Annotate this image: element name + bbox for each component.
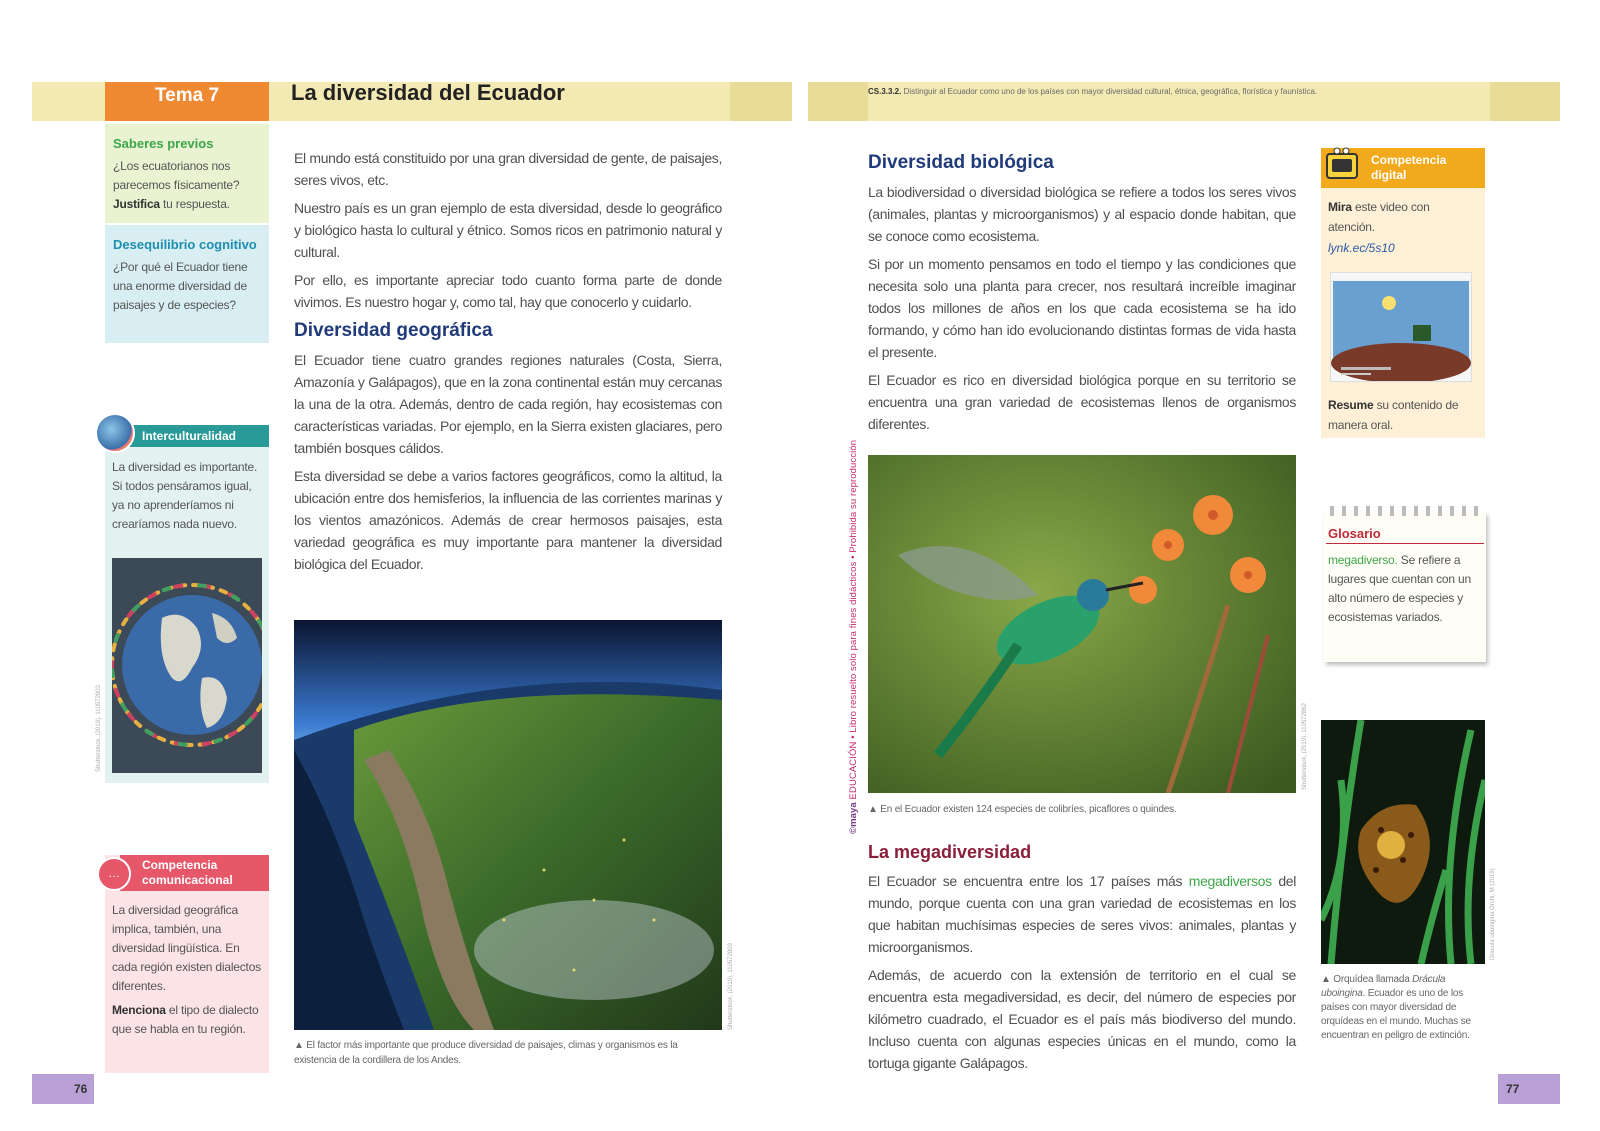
bird-credit: Shutterstock, (2019). 110572862 <box>1302 703 1308 790</box>
saberes-previos-heading: Saberes previos <box>113 136 214 151</box>
globe-illustration <box>112 558 262 773</box>
glosario-term: megadiverso. <box>1328 553 1398 567</box>
header-band-accent-left <box>730 82 792 121</box>
comm-bold: Menciona <box>112 1003 166 1017</box>
video-link[interactable]: lynk.ec/5s10 <box>1328 241 1395 255</box>
page-title: La diversidad del Ecuador <box>291 80 565 105</box>
globe-children-image <box>112 558 262 773</box>
intro-paragraph-2: Nuestro país es un gran ejemplo de esta diversidad, desde lo geográfico y biológico hasta lo cultural y étnico. Somos ricos en patrimonio natural y cultural. <box>294 200 722 260</box>
tema-label: Tema 7 <box>105 82 269 121</box>
mega-paragraph-2: Además, de acuerdo con la extensión de territorio en el cual se encuentra esta megadiversidad, es decir, del número de especies por kilómetro cuadrado, el Ecuador es el país más biodiverso del mundo. Incluso cuenta con algunas especies únicas en el mundo, como la tortuga gigante Galápagos. <box>868 967 1296 1071</box>
saberes-after: tu respuesta. <box>159 197 230 211</box>
globe-credit: Shutterstock, (2019). 110572803 <box>96 685 102 772</box>
left-main-column <box>294 147 722 581</box>
digital-instruction <box>1328 197 1478 237</box>
copyright-notice <box>848 440 859 834</box>
megadiversidad-column <box>868 836 1296 1080</box>
hummingbird-caption-text: En el Ecuador existen 124 especies de colibríes, picaflores o quindes. <box>880 804 1177 815</box>
comm-task <box>112 1001 262 1039</box>
comm-heading-1: Competencia <box>142 858 218 872</box>
geo-paragraph-1: El Ecuador tiene cuatro grandes regiones naturales (Costa, Sierra, Amazonía y Galápagos), que en la zona continental están muy cercanas la una de la otra. Además, dentro de cada región, hay ecosistemas con características variadas. Por ejemplo, en la Sierra existen glaciares, pero también bosques cálidos. <box>294 352 722 456</box>
video-thumbnail[interactable] <box>1330 272 1472 382</box>
digital-text: este video con atención. <box>1328 200 1430 234</box>
section-heading-megadiversidad: La megadiversidad <box>868 842 1032 862</box>
comm-heading-2: comunicacional <box>142 873 233 887</box>
earth-caption-text: El factor más importante que produce diversidad de paisajes, climas y organismos es la existencia de la cordillera de los Andes. <box>294 1040 678 1066</box>
desequilibrio-cognitivo-box <box>105 225 269 343</box>
comm-after: el tipo de dialecto que se habla en tu región. <box>112 1003 259 1036</box>
digital-heading-1: Competencia <box>1371 153 1447 167</box>
header-band-end <box>1490 82 1560 121</box>
bio-paragraph-3: El Ecuador es rico en diversidad biológica porque en su territorio se encuentra una gran variedad de ecosistemas llenos de organismos diferentes. <box>868 372 1296 432</box>
header-band-accent-right <box>808 82 868 121</box>
digital-bold: Mira <box>1328 200 1352 214</box>
orchid-caption-before: Orquídea llamada <box>1333 974 1413 985</box>
brand-name: ©maya <box>848 802 859 834</box>
interculturalidad-text: La diversidad es importante. Si todos pensáramos igual, ya no aprenderíamos ni crearíamos nada nuevo. <box>112 460 258 531</box>
standard-text: Distinguir al Ecuador como uno de los países con mayor diversidad cultural, étnica, geográfica, florística y faunística. <box>903 87 1318 96</box>
saberes-question: ¿Los ecuatorianos nos parecemos físicamente? <box>113 159 240 192</box>
earth-illustration <box>294 620 722 1030</box>
orchid-caption: ▲ Orquídea llamada Drácula uboingina. Ecuador es uno de los países con mayor diversidad de orquídeas en el mundo. Muchas se encuentran en peligro de extinción. <box>1321 974 1471 1041</box>
orchid-caption-italic: Drácula uboingina <box>1321 974 1446 999</box>
andes-satellite-image <box>294 620 722 1030</box>
orchid-caption-after: . Ecuador es uno de los países con mayor diversidad de orquídeas en el mundo. Muchas se encuentran en peligro de extinción. <box>1321 988 1471 1041</box>
digital-resume <box>1328 395 1478 435</box>
standard-code: CS.3.3.2. <box>868 87 902 96</box>
section-heading-geografica: Diversidad geográfica <box>294 320 493 341</box>
hummingbird-image <box>868 455 1296 793</box>
video-preview-illustration <box>1331 273 1471 381</box>
notebook-spiral <box>1330 506 1480 516</box>
orchid-image <box>1321 720 1485 964</box>
mega-p1-before: El Ecuador se encuentra entre los 17 países más <box>868 873 1189 889</box>
earth-credit: Shutterstock, (2019). 110572803 <box>728 943 734 1030</box>
intro-paragraph-3: Por ello, es importante apreciar todo cuanto forma parte de donde vivimos. Es nuestro hogar y, como tal, hay que conocerlo y cuidarlo. <box>294 272 722 310</box>
digital-heading-2: digital <box>1371 168 1407 182</box>
competencia-comunicacional-text <box>112 901 262 1044</box>
resume-bold: Resume <box>1328 398 1374 412</box>
intro-paragraph-1: El mundo está constituido por una gran diversidad de gente, de paisajes, seres vivos, etc. <box>294 150 722 188</box>
interculturalidad-heading: Interculturalidad <box>130 425 269 447</box>
mega-paragraph-1 <box>868 870 1296 958</box>
page-number-left: 76 <box>32 1074 94 1104</box>
earth-caption: ▲ El factor más importante que produce diversidad de paisajes, climas y organismos es la existencia de la cordillera de los Andes. <box>294 1040 678 1066</box>
resume-text: su contenido de manera oral. <box>1328 398 1459 432</box>
hummingbird-illustration <box>868 455 1296 793</box>
glosario-divider <box>1326 543 1484 544</box>
computer-mascot-icon <box>1324 146 1360 184</box>
orchid-illustration <box>1321 720 1485 964</box>
mega-p1-after: del mundo, porque cuenta con una gran variedad de ecosistemas en los que habitan muchísimas especies de seres vivos: animales, plantas y microorganismos. <box>868 873 1296 955</box>
bio-paragraph-1: La biodiversidad o diversidad biológica se refiere a todos los seres vivos (animales, plantas y microorganismos) y al espacio donde habitan, que se conoce como ecosistema. <box>868 184 1296 244</box>
notice-text: EDUCACIÓN • Libro resuelto solo para fines didácticos • Prohibida su reproducción <box>848 439 859 803</box>
desequilibrio-text: ¿Por qué el Ecuador tiene una enorme diversidad de paisajes y de especies? <box>113 260 248 312</box>
saberes-previos-box <box>105 124 269 223</box>
competencia-comunicacional-heading <box>120 855 269 891</box>
saberes-bold: Justifica <box>113 197 160 211</box>
section-heading-biologica: Diversidad biológica <box>868 152 1054 173</box>
glosario-definition-text: Se refiere a lugares que cuentan con un alto número de especies y ecosistemas variados. <box>1328 553 1471 624</box>
saberes-previos-text <box>113 157 261 214</box>
glosario-heading: Glosario <box>1328 526 1381 541</box>
orchid-credit: Dracula uboingina Orchi, M (2019) <box>1490 868 1496 960</box>
megadiversos-term: megadiversos <box>1188 873 1272 889</box>
desequilibrio-heading: Desequilibrio cognitivo <box>113 237 257 252</box>
geo-paragraph-2: Esta diversidad se debe a varios factores geográficos, como la altitud, la ubicación entre dos hemisferios, la influencia de las corrientes marinas y los vientos amazónicos. Además de crear hermosos paisajes, esta variedad geográfica es muy importante para mantener la diversidad biológica del Ecuador. <box>294 468 722 572</box>
speech-bubble-icon: … <box>97 857 131 891</box>
right-main-column <box>868 147 1296 441</box>
page-number-right: 77 <box>1498 1074 1560 1104</box>
bio-paragraph-2: Si por un momento pensamos en todo el tiempo y las condiciones que necesita solo una planta para crecer, nos resultará increíble imaginar todos los millones de años en los que cada ecosistema se ha ido formando, y cómo han ido evolucionando distintas formas de vida hasta el presente. <box>868 256 1296 360</box>
interculturalidad-icon <box>95 413 135 453</box>
hummingbird-caption: ▲ En el Ecuador existen 124 especies de colibríes, picaflores o quindes. <box>868 804 1177 815</box>
glosario-definition <box>1328 551 1480 627</box>
curriculum-standard <box>868 86 1317 98</box>
comm-paragraph: La diversidad geográfica implica, también, una diversidad lingüística. En cada región existen dialectos diferentes. <box>112 903 261 993</box>
